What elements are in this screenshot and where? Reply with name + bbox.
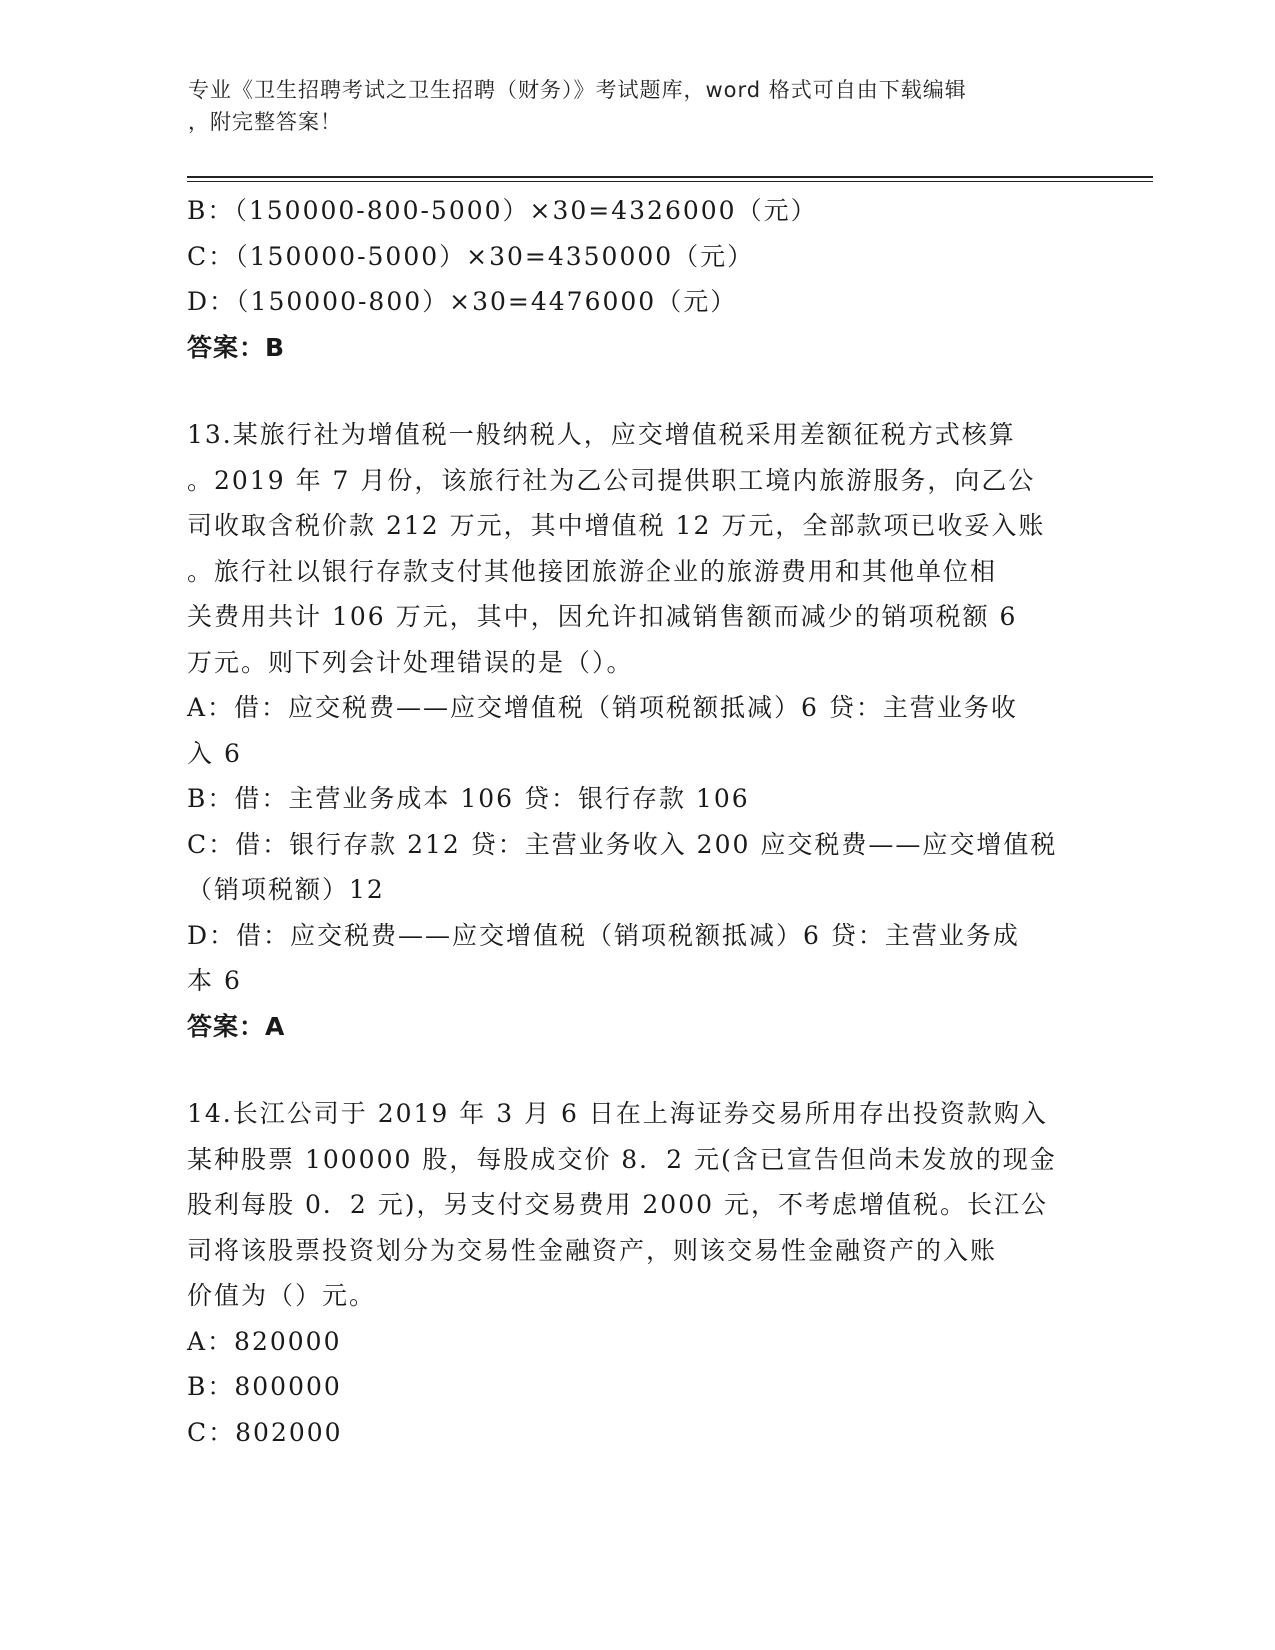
q12-option-d: D：（150000-800）×30=4476000（元） xyxy=(187,287,738,316)
q14-option-c: C：802000 xyxy=(187,1417,343,1447)
q14-option-b: B：800000 xyxy=(187,1372,342,1401)
q13-option-a: A：借：应交税费——应交增值税（销项税额抵减）6 贷：主营业务收 xyxy=(187,693,1018,722)
document-body xyxy=(187,188,1087,1455)
q12-option-b: B：（150000-800-5000）×30=4326000（元） xyxy=(187,196,818,225)
question-12-tail xyxy=(187,188,1087,370)
q13-stem-line: 关费用共计 106 万元，其中，因允许扣减销售额而减少的销项税额 6 xyxy=(187,602,1018,631)
q13-option-c-cont: （销项税额）12 xyxy=(187,875,385,904)
q13-stem-line: 司收取含税价款 212 万元，其中增值税 12 万元，全部款项已收妥入账 xyxy=(187,511,1046,540)
question-14 xyxy=(187,1091,1087,1455)
q13-answer: 答案：A xyxy=(187,1011,286,1041)
q14-stem-line: 14.长江公司于 2019 年 3 月 6 日在上海证券交易所用存出投资款购入 xyxy=(187,1099,1048,1128)
q13-option-c: C：借：银行存款 212 贷：主营业务收入 200 应交税费——应交增值税 xyxy=(187,829,1058,859)
q13-stem-line: 。旅行社以银行存款支付其他接团旅游企业的旅游费用和其他单位相 xyxy=(187,556,998,586)
q14-stem-line: 价值为（）元。 xyxy=(187,1281,377,1310)
q14-stem-line: 股利每股 0．2 元)，另支付交易费用 2000 元，不考虑增值税。长江公 xyxy=(187,1190,1048,1219)
q13-option-d-cont: 本 6 xyxy=(187,966,242,995)
q12-option-c: C：（150000-5000）×30=4350000（元） xyxy=(187,241,755,271)
q12-answer: 答案：B xyxy=(187,332,286,362)
question-13 xyxy=(187,412,1087,1049)
q13-option-b: B：借：主营业务成本 106 贷：银行存款 106 xyxy=(187,784,750,813)
spacer xyxy=(187,1049,1087,1091)
spacer xyxy=(187,370,1087,412)
document-header xyxy=(188,74,1088,138)
q13-stem-line: 13.某旅行社为增值税一般纳税人，应交增值税采用差额征税方式核算 xyxy=(187,420,1016,449)
header-divider-thin xyxy=(187,181,1153,182)
header-divider-thick xyxy=(187,176,1153,178)
header-line-1: 专业《卫生招聘考试之卫生招聘（财务）》考试题库，word 格式可自由下载编辑 xyxy=(188,78,967,102)
q13-stem-line: 万元。则下列会计处理错误的是（）。 xyxy=(187,647,634,677)
q14-option-a: A：820000 xyxy=(187,1326,342,1356)
q13-option-d: D：借：应交税费——应交增值税（销项税额抵减）6 贷：主营业务成 xyxy=(187,920,1020,950)
q14-stem-line: 某种股票 100000 股，每股成交价 8．2 元(含已宣告但尚未发放的现金 xyxy=(187,1144,1057,1174)
header-line-2: ，附完整答案！ xyxy=(188,110,342,134)
q13-stem-line: 。2019 年 7 月份，该旅行社为乙公司提供职工境内旅游服务，向乙公 xyxy=(187,465,1036,495)
q14-stem-line: 司将该股票投资划分为交易性金融资产，则该交易性金融资产的入账 xyxy=(187,1235,998,1265)
q13-option-a-cont: 入 6 xyxy=(187,738,242,768)
